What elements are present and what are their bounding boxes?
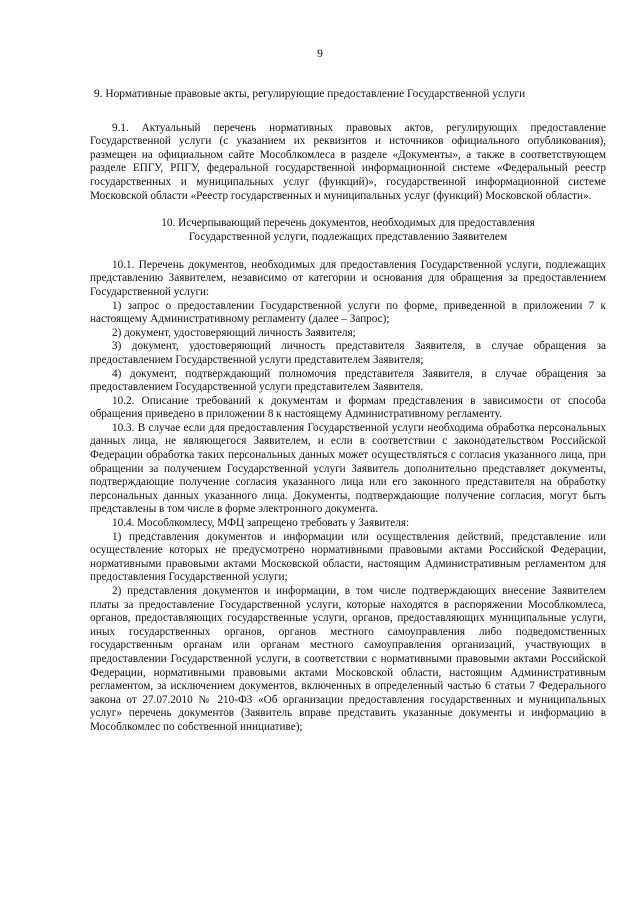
list-item-10-4-1: 1) представления документов и информации или осуществления действий, представление или осуществление которых не предусмотрено нормативными правовыми актами Российской Федерации, нормативными правовыми актами Московской области, настоящим Административным регламентом для предоставления Государственной услуги; (90, 530, 606, 584)
list-item-10-1-4: 4) документ, подтверждающий полномочия представителя Заявителя, в случае обращения за предоставлением Государственной услуги представителем Заявителя. (90, 367, 606, 394)
paragraph-10-3: 10.3. В случае если для предоставления Государственной услуги необходима обработка персональных данных лица, не являющегося Заявителем, и если в соответствии с законодательством Российской Федерации обработка таких персональных данных может осуществляться с согласия указанного лица, при обращении за получением Государственной услуги Заявитель дополнительно представляет документы, подтверждающие получение согласия указанного лица или его законного представителя на обработку персональных данных указанного лица. Документы, подтверждающие получение согласия, могут быть представлены в том числе в форме электронного документа. (90, 421, 606, 516)
document-body (90, 88, 606, 735)
paragraph-10-2: 10.2. Описание требований к документам и формам представления в зависимости от способа обращения приведено в приложении 8 к настоящему Административному регламенту. (90, 394, 606, 421)
section-10-heading-line-1: 10. Исчерпывающий перечень документов, необходимых для предоставления (161, 217, 535, 230)
paragraph-10-4: 10.4. Мособлкомлесу, МФЦ запрещено требовать у Заявителя: (112, 517, 410, 530)
list-item-10-1-2: 2) документ, удостоверяющий личность Заявителя; (112, 326, 356, 339)
list-item-10-1-3: 3) документ, удостоверяющий личность представителя Заявителя, в случае обращения за предоставлением Государственной услуги представителем Заявителя; (90, 340, 606, 366)
list-item-10-4-2: 2) представления документов и информации, в том числе подтверждающих внесение Заявителем платы за предоставление Государственной услуги, которые находятся в распоряжении Мособлкомлеса, органов, предоставляющих государственные услуги, органов, предоставляющих муниципальные услуги, иных государственных органов, органов местного самоуправления либо подведомственных государственным органам или органам местного самоуправления организаций, участвующих в предоставлении Государственной услуги, в соответствии с нормативными правовыми актами Российской Федерации, нормативными правовыми актами Московской области, настоящим Административным регламентом, за исключением документов, включенных в определенный частью 6 статьи 7 Федерального закона от 27.07.2010 № 210-ФЗ «Об организации предоставления государственных и муниципальных услуг» перечень документов (Заявитель вправе представить указанные документы и информацию в Мособлкомлес по собственной инициативе); (90, 585, 606, 733)
section-10-heading (90, 217, 606, 245)
section-9-heading: 9. Нормативные правовые акты, регулирующие предоставление Государственной услуги (94, 88, 526, 100)
page-number: 9 (317, 48, 323, 60)
paragraph-10-1: 10.1. Перечень документов, необходимых для предоставления Государственной услуги, подлежащих представлению Заявителем, независимо от категории и основания для обращения за предоставлением Государственной услуги: (90, 258, 606, 298)
section-10-heading-line-2: Государственной услуги, подлежащих представлению Заявителем (188, 230, 508, 243)
paragraph-9-1: 9.1. Актуальный перечень нормативных правовых актов, регулирующих предоставление Государственной услуги (с указанием их реквизитов и источников официального опубликования), размещен на официальном сайте Мособлкомлеса в разделе «Документы», а также в соответствующем разделе ЕПГУ, РПГУ, федеральной государственной информационной системе «Федеральный реестр государственных и муниципальных услуг (функций)», государственной информационной системе Московской области «Реестр государственных и муниципальных услуг (функций) Московской области». (90, 121, 606, 202)
list-item-10-1-1: 1) запрос о предоставлении Государственной услуги по форме, приведенной в приложении 7 к настоящему Административному регламенту (далее – Запрос); (90, 299, 606, 326)
